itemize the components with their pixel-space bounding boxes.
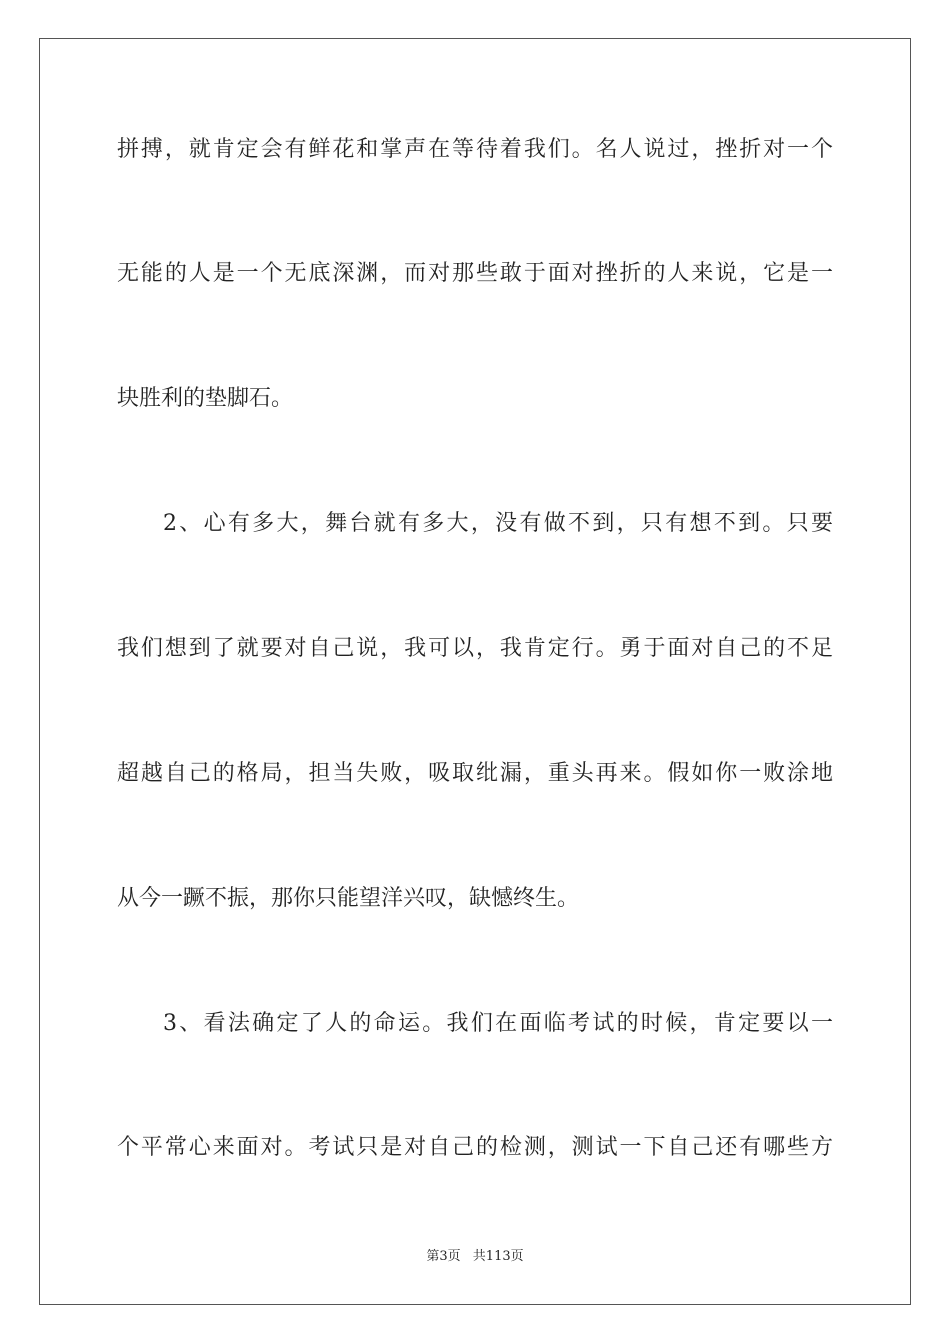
paragraph-line: 无能的人是一个无底深渊，而对那些敢于面对挫折的人来说，它是一 (117, 261, 833, 286)
page-number: 第3页 (426, 1249, 461, 1264)
page-border (39, 38, 911, 1305)
paragraph-line: 3、看法确定了人的命运。我们在面临考试的时候，肯定要以一 (163, 1011, 833, 1036)
page-total: 共113页 (472, 1249, 524, 1264)
page-footer (0, 1248, 950, 1266)
paragraph-line: 拼搏，就肯定会有鲜花和掌声在等待着我们。名人说过，挫折对一个 (117, 137, 833, 162)
paragraph-line: 块胜利的垫脚石。 (117, 386, 294, 411)
paragraph-line: 个平常心来面对。考试只是对自己的检测，测试一下自己还有哪些方 (117, 1135, 833, 1160)
paragraph-line: 2、心有多大，舞台就有多大，没有做不到，只有想不到。只要 (163, 511, 833, 536)
paragraph-line: 超越自己的格局，担当失败，吸取纰漏，重头再来。假如你一败涂地 (117, 761, 833, 786)
paragraph-line: 我们想到了就要对自己说，我可以，我肯定行。勇于面对自己的不足 (117, 636, 833, 661)
paragraph-line: 从今一蹶不振，那你只能望洋兴叹，缺憾终生。 (117, 886, 580, 911)
